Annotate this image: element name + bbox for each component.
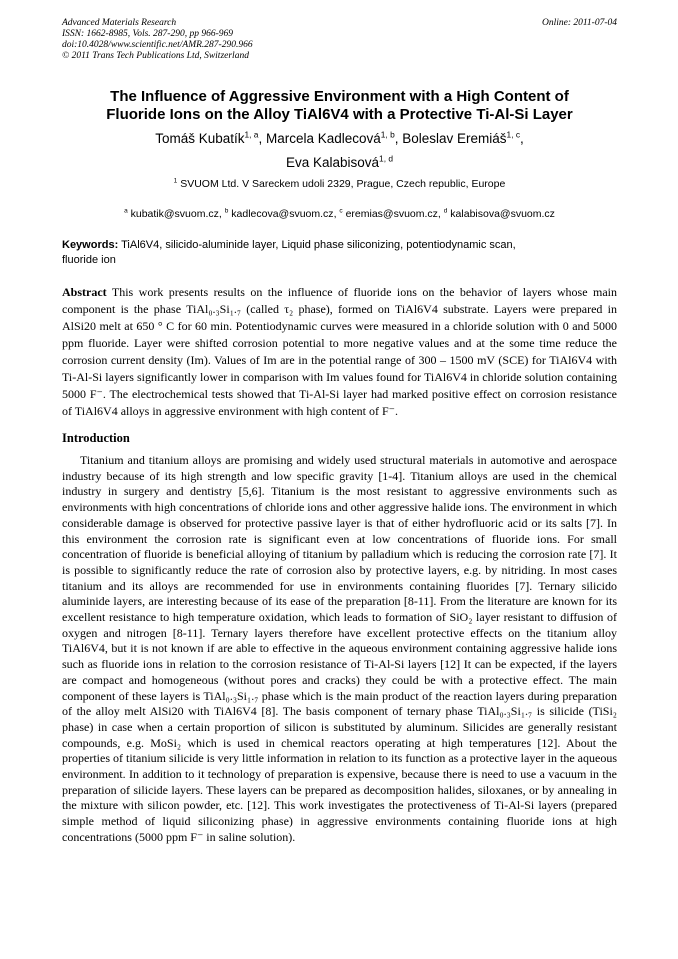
authors-line-2 bbox=[62, 153, 617, 172]
email-address: eremias@svuom.cz bbox=[342, 208, 438, 220]
journal-name: Advanced Materials Research bbox=[62, 18, 177, 28]
keywords-text-line-1: TiAl6V4, silicido-aluminide layer, Liquid phase siliconizing, potentiodynamic scan, bbox=[118, 239, 516, 251]
authors-line-1 bbox=[62, 129, 617, 148]
affiliation bbox=[62, 177, 617, 191]
author-name: Tomáš Kubatík bbox=[155, 131, 245, 146]
author-emails bbox=[62, 207, 617, 221]
copyright-line: © 2011 Trans Tech Publications Ltd, Switzerland bbox=[62, 51, 249, 61]
section-heading-introduction: Introduction bbox=[62, 431, 130, 445]
author-separator: , bbox=[394, 131, 403, 146]
keywords-label: Keywords: bbox=[62, 239, 119, 251]
email-separator: , bbox=[333, 208, 340, 220]
paper-title bbox=[62, 88, 617, 123]
email-address: kalabisova@svuom.cz bbox=[447, 208, 555, 220]
email-superscript: d bbox=[443, 207, 448, 215]
abstract-label: Abstract bbox=[62, 285, 107, 299]
keywords bbox=[62, 238, 617, 268]
publication-header bbox=[62, 18, 617, 62]
author-name: Marcela Kadlecová bbox=[265, 131, 381, 146]
paper-title-line-2: Fluoride Ions on the Alloy TiAl6V4 with a Protective Ti-Al-Si Layer bbox=[106, 105, 573, 123]
email-superscript: c bbox=[339, 207, 343, 215]
author-affiliation-superscript: 1, a bbox=[244, 129, 259, 140]
issn-line: ISSN: 1662-8985, Vols. 287-290, pp 966-969 bbox=[62, 29, 233, 39]
email-address: kadlecova@svuom.cz bbox=[228, 208, 334, 220]
author-affiliation-superscript: 1, d bbox=[379, 153, 393, 164]
email-superscript: a bbox=[124, 207, 128, 215]
author-name: Boleslav Eremiáš bbox=[402, 131, 507, 146]
email-separator: , bbox=[437, 208, 444, 220]
online-date: Online: 2011-07-04 bbox=[541, 18, 617, 28]
author-affiliation-superscript: 1, c bbox=[506, 129, 521, 140]
abstract-text: This work presents results on the influence of fluoride ions on the behavior of layers whose main component is the phase TiAl₀.₃Si₁.₇ (called τ₂ phase), formed on TiAl6V4 substrate. Layers were prepared in AlSi20 melt at 650 ° C for 60 min. Potentiodynamic curves were measured in a chloride solution with 0 and 5000 ppm fluoride. Layer were shifted corrosion potential to more negative values and at the some time reduce the corrosion current density (Im). Values of Im are in the potential range of 300 – 1500 mV (SCE) for TiAl6V4 with Ti-Al-Si layers significantly lower in comparison with Im values found for TiAl6V4 in chloride solution containing 5000 F⁻. The electrochemical tests showed that Ti-Al-Si layer had marked positive effect on corrosion resistance of TiAl6V4 alloys in aggressive environment with high content of F⁻. bbox=[62, 285, 617, 418]
affiliation-superscript: 1 bbox=[173, 177, 178, 185]
author-separator: , bbox=[258, 131, 266, 146]
author-affiliation-superscript: 1, b bbox=[380, 129, 395, 140]
affiliation-text: SVUOM Ltd. V Sareckem udoli 2329, Prague, Czech republic, Europe bbox=[177, 178, 506, 190]
introduction-paragraph: Titanium and titanium alloys are promising and widely used structural materials in automotive and aerospace industry because of its high strength and low specific gravity [1-4]. Titanium alloys are used in the chemical industry in surgery and dentistry [5,6]. Titanium is the most resistant to aggressive environments such as environments with high concentrations of chloride ions and other aggressive halide ions. The environment in which considerable damage is observed for protective passive layer is that of either hydrofluoric acid or its salts [7]. In this environment the corrosion rate is significant even at low concentrations of fluoride ions. For small concentration of fluoride is beneficial alloying of titanium by palladium which is reducing the corrosion rate [7]. It is possible to significantly reduce the rate of corrosion also by protective layers, e.g. by nitriding. In most cases titanium and its alloys are recommended for use in environments containing fluorides [7]. Ternary silicido aluminide layers, are interesting because of its ease of the preparation [8-11]. From the literature are known for its excellent resistance to high temperature oxidation, which leads to formation of SiO₂ layer resistant to diffusion of oxygen and nitrogen [8-11]. Ternary layers therefore have excellent protective effects on the titanium alloy TiAl6V4, but it is not known if are able to effective in the aqueous environment containing aggressive halide ions such as fluoride ions in relation to the corrosion resistance of Ti-Al-Si layers [12] It can be expected, if the layers are compact and homogeneous (without pores and cracks) they could be with a protective effect. The main component of these layers is TiAl₀.₃Si₁.₇ phase which is the main product of the reaction layers during preparation of the alloy melt AlSi20 with TiAl6V4 [8]. The basis component of ternary phase TiAl₀.₃Si₁.₇ is silicide (TiSi₂ phase) in case when a certain proportion of silicon is substituted by aluminum. Silicides are generally resistant compounds, e.g. MoSi₂ which is used in chemical reactors operating at high temperatures [12]. About the properties of titanium silicide is very little information in relation to its function as a protective layer in the aqueous environment. In addition to it technology of preparation is expensive, because there is need to use a vacuum in the preparation of silicide layers. These layers can be prepared as decomposition halides, siloxanes, or by annealing in the mixture with silicon powder, etc. [12]. This work investigates the protectiveness of Ti-Al-Si layers (prepared simple method of liquid siliconizing phase) in aggressive environments containing fluoride ions at high concentrations (5000 ppm F⁻ in saline solution). bbox=[62, 453, 617, 844]
doi-line: doi:10.4028/www.scientific.net/AMR.287-290.966 bbox=[62, 40, 253, 50]
author-name: Eva Kalabisová bbox=[285, 155, 380, 170]
author-separator: , bbox=[520, 131, 524, 146]
abstract-paragraph bbox=[62, 284, 617, 420]
email-superscript: b bbox=[224, 207, 229, 215]
publication-info bbox=[62, 18, 253, 62]
email-address: kubatik@svuom.cz bbox=[127, 208, 219, 220]
keywords-text-line-2: fluoride ion bbox=[62, 254, 116, 266]
email-separator: , bbox=[218, 208, 225, 220]
paper-title-line-1: The Influence of Aggressive Environment with a High Content of bbox=[110, 88, 569, 105]
